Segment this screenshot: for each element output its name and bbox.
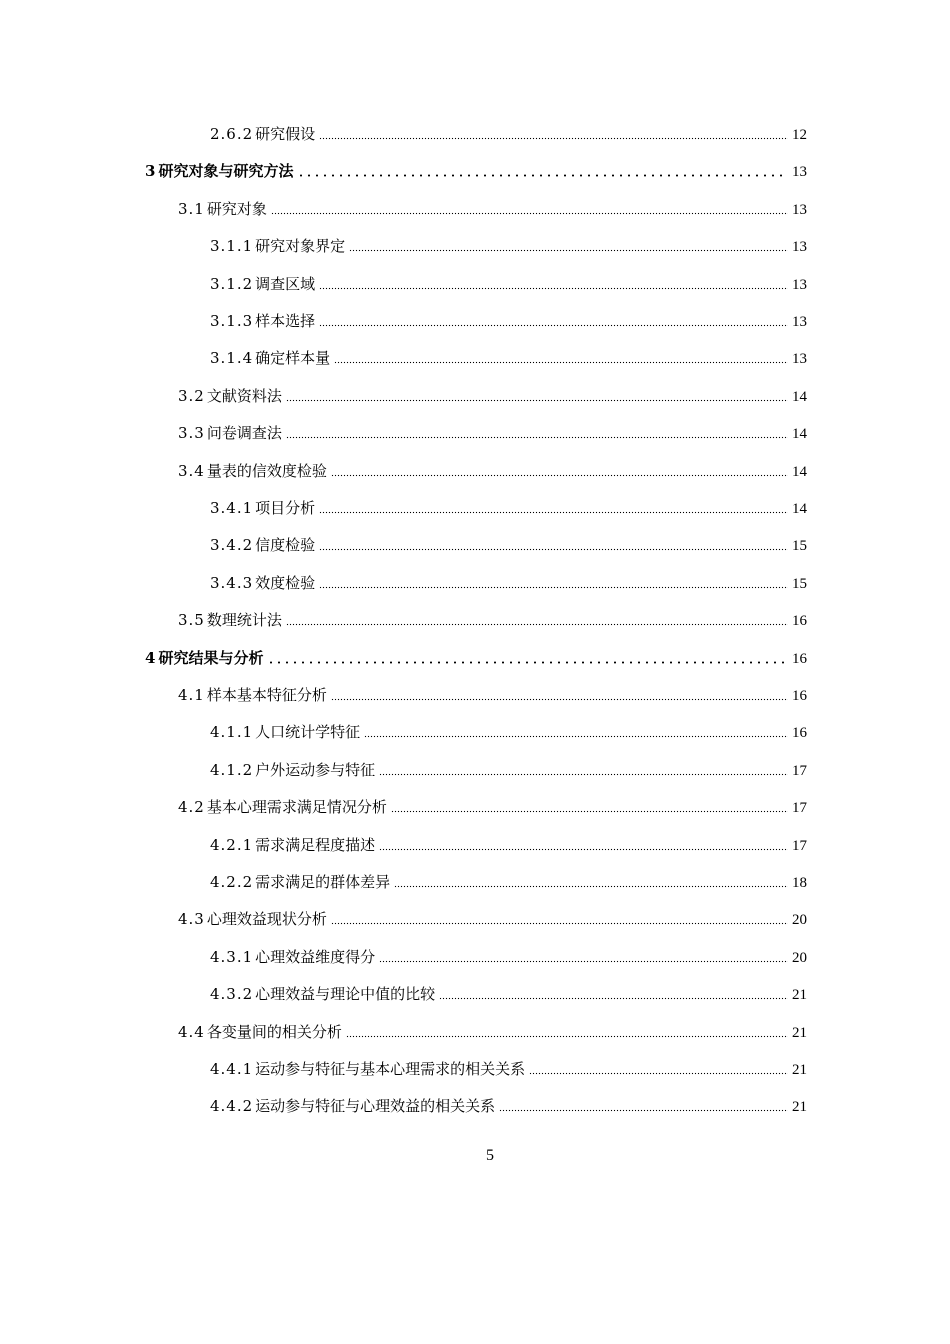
toc-dot-leader (349, 249, 788, 252)
toc-entry-title: 调查区域 (255, 274, 316, 293)
toc-entry[interactable] (210, 272, 807, 296)
toc-entry-number: 4.2.2 (210, 873, 254, 891)
toc-entry-title: 文献资料法 (206, 386, 282, 405)
toc-entry-number: 3.2 (178, 386, 205, 405)
toc-entry-number: 3.1.1 (210, 237, 254, 256)
toc-entry-page: 16 (792, 725, 807, 742)
toc-entry-number: 3.3 (178, 424, 205, 443)
page-number: 5 (486, 1147, 494, 1164)
toc-dot-leader (394, 885, 788, 888)
toc-entry-number: 3 (145, 162, 157, 181)
toc-entry-number: 3.1 (178, 199, 205, 218)
toc-entry-title: 信度检验 (255, 536, 316, 555)
toc-entry-title: 研究对象 (206, 199, 267, 218)
toc-entry[interactable] (210, 571, 807, 595)
toc-entry-page: 20 (792, 949, 807, 966)
toc-dot-leader (286, 399, 788, 402)
toc-dot-leader (364, 735, 788, 738)
toc-dot-leader (379, 848, 788, 851)
toc-dot-leader (319, 586, 788, 589)
toc-entry-page: 14 (792, 501, 807, 517)
toc-entry[interactable] (210, 982, 807, 1006)
toc-dot-leader (319, 137, 788, 140)
toc-entry-title: 运动参与特征与心理效益的相关关系 (255, 1097, 496, 1116)
toc-entry-page: 17 (792, 837, 807, 854)
toc-entry[interactable] (178, 608, 807, 632)
toc-dot-leader (267, 661, 788, 664)
toc-entry-number: 4.3.1 (210, 947, 254, 966)
toc-entry[interactable] (210, 945, 807, 969)
toc-entry-title: 心理效益维度得分 (255, 947, 376, 966)
toc-dot-leader (331, 474, 788, 477)
toc-entry-title: 研究对象界定 (255, 237, 346, 256)
toc-entry-page: 18 (792, 875, 807, 891)
toc-entry-title: 研究对象与研究方法 (158, 162, 294, 181)
toc-entry-title: 问卷调查法 (206, 424, 282, 443)
toc-entry-page: 14 (792, 463, 807, 480)
toc-entry-number: 3.4.1 (210, 499, 254, 517)
toc-entry-title: 户外运动参与特征 (255, 760, 376, 779)
toc-entry-number: 4.3.2 (210, 985, 254, 1004)
toc-dot-leader (439, 997, 788, 1000)
toc-entry-title: 心理效益现状分析 (206, 910, 327, 929)
toc-entry[interactable] (178, 384, 807, 408)
toc-entry-number: 3.4.3 (210, 573, 254, 592)
toc-entry-page: 17 (792, 800, 807, 817)
toc-entry-number: 3.4.2 (210, 536, 254, 555)
toc-entry[interactable] (178, 459, 807, 483)
toc-entry-title: 确定样本量 (255, 349, 331, 368)
toc-entry[interactable] (178, 421, 807, 445)
toc-entry[interactable] (178, 1020, 807, 1044)
toc-entry-number: 3.1.4 (210, 349, 254, 368)
toc-entry-number: 4.2.1 (210, 835, 254, 854)
toc-entry-page: 14 (792, 426, 807, 443)
toc-entry-page: 16 (792, 613, 807, 630)
toc-entry-page: 13 (792, 351, 807, 368)
toc-dot-leader (529, 1072, 788, 1075)
toc-entry-page: 16 (792, 650, 807, 667)
toc-entry[interactable] (178, 683, 807, 707)
toc-entry-page: 13 (792, 201, 807, 218)
toc-entry-title: 量表的信效度检验 (206, 461, 327, 480)
toc-entry-title: 人口统计学特征 (255, 723, 361, 742)
toc-entry-number: 4.1.1 (210, 723, 254, 742)
toc-entry[interactable] (145, 159, 807, 183)
toc-dot-leader (319, 511, 788, 514)
toc-entry-page: 13 (792, 314, 807, 330)
toc-entry[interactable] (210, 758, 807, 782)
toc-dot-leader (331, 698, 788, 701)
toc-dot-leader (379, 960, 788, 963)
toc-dot-leader (331, 922, 788, 925)
toc-entry[interactable] (178, 197, 807, 221)
toc-dot-leader (319, 324, 788, 327)
toc-dot-leader (334, 361, 788, 364)
toc-entry-number: 4.1 (178, 686, 205, 704)
toc-dot-leader (379, 773, 788, 776)
toc-entry-page: 17 (792, 762, 807, 779)
toc-dot-leader (297, 174, 788, 177)
toc-entry[interactable] (210, 122, 807, 146)
toc-dot-leader (319, 548, 788, 551)
toc-dot-leader (319, 287, 788, 290)
toc-entry-title: 效度检验 (255, 573, 316, 592)
toc-entry[interactable] (210, 720, 807, 744)
toc-entry-title: 需求满足程度描述 (255, 835, 376, 854)
toc-entry-title: 心理效益与理论中值的比较 (255, 985, 436, 1004)
toc-entry-page: 21 (792, 1099, 807, 1116)
toc-entry-title: 样本基本特征分析 (206, 686, 327, 704)
toc-entry-page: 21 (792, 1024, 807, 1041)
toc-entry-page: 15 (792, 538, 807, 555)
toc-dot-leader (346, 1035, 788, 1038)
toc-entry-page: 21 (792, 1062, 807, 1078)
toc-dot-leader (271, 212, 788, 215)
toc-entry-title: 研究假设 (255, 125, 316, 143)
toc-entry-number: 3.1.2 (210, 274, 254, 293)
toc-entry-page: 15 (792, 575, 807, 592)
toc-entry[interactable] (145, 646, 807, 670)
toc-entry[interactable] (210, 833, 807, 857)
toc-entry[interactable] (178, 907, 807, 931)
toc-entry-number: 4.4.1 (210, 1060, 254, 1078)
toc-entry[interactable] (178, 795, 807, 819)
toc-entry-number: 4.4.2 (210, 1097, 254, 1116)
toc-entry[interactable] (210, 1094, 807, 1118)
toc-entry-number: 4.3 (178, 910, 205, 929)
toc-entry[interactable] (210, 346, 807, 370)
toc-entry-title: 项目分析 (255, 499, 316, 517)
toc-dot-leader (286, 623, 788, 626)
toc-entry-title: 各变量间的相关分析 (206, 1022, 342, 1041)
toc-entry-number: 4.2 (178, 798, 205, 817)
toc-entry-page: 14 (792, 388, 807, 405)
toc-entry-page: 21 (792, 987, 807, 1004)
toc-entry-title: 数理统计法 (206, 611, 282, 630)
toc-entry-number: 3.4 (178, 461, 205, 480)
toc-dot-leader (391, 810, 788, 813)
toc-entry-title: 运动参与特征与基本心理需求的相关关系 (255, 1060, 526, 1078)
toc-entry-title: 样本选择 (255, 312, 316, 330)
toc-entry-title: 基本心理需求满足情况分析 (206, 798, 387, 817)
toc-entry[interactable] (210, 234, 807, 258)
toc-entry[interactable] (210, 309, 807, 333)
toc-entry-number: 4.1.2 (210, 760, 254, 779)
toc-entry-page: 12 (792, 127, 807, 143)
toc-entry-title: 研究结果与分析 (158, 648, 264, 667)
toc-entry-page: 13 (792, 276, 807, 293)
toc-entry-page: 20 (792, 912, 807, 929)
toc-dot-leader (499, 1109, 788, 1112)
toc-entry-page: 13 (792, 239, 807, 256)
toc-entry[interactable] (210, 1057, 807, 1081)
toc-entry-number: 3.1.3 (210, 312, 254, 330)
toc-entry[interactable] (210, 496, 807, 520)
toc-entry-page: 13 (792, 164, 807, 181)
toc-entry-number: 2.6.2 (210, 125, 254, 143)
toc-entry[interactable] (210, 870, 807, 894)
toc-entry-page: 16 (792, 688, 807, 704)
toc-dot-leader (286, 436, 788, 439)
toc-entry-number: 4.4 (178, 1022, 205, 1041)
toc-entry-number: 4 (145, 648, 157, 667)
toc-entry-number: 3.5 (178, 611, 205, 630)
toc-entry[interactable] (210, 533, 807, 557)
toc-entry-title: 需求满足的群体差异 (255, 873, 391, 891)
